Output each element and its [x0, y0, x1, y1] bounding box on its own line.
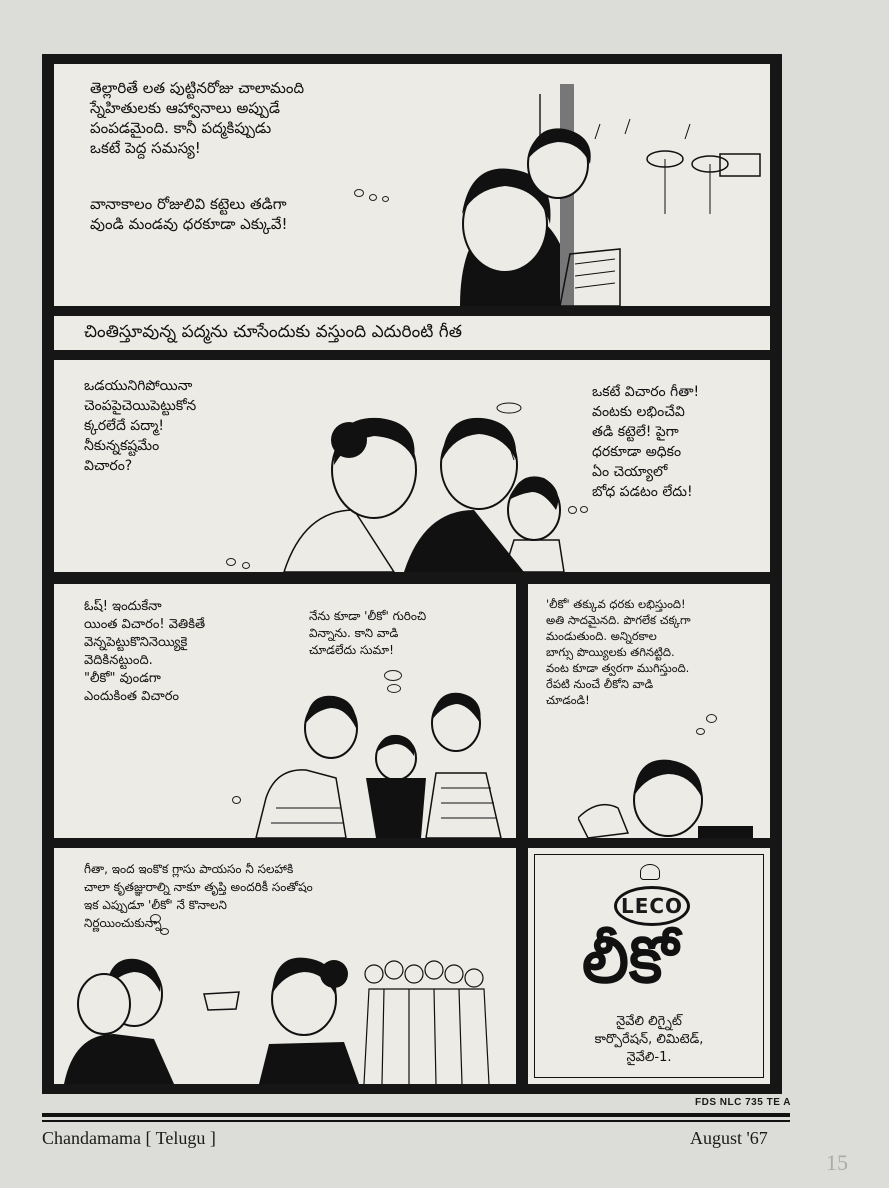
leco-advertisement: [528, 848, 770, 1084]
thought-bubble: [706, 714, 717, 723]
caption-text: చింతిస్తూవున్న పద్మను చూసేందుకు వస్తుంది ఎదురింటి గీత: [84, 322, 462, 342]
footer-rule-thin: [42, 1120, 790, 1122]
logo-crest-icon: [640, 864, 660, 880]
panel-4-illustration: [578, 738, 758, 838]
panel-3-middle-dialogue: నేను కూడా 'లీకో' గురించి విన్నాను. కాని వాడి చూడలేదు సుమా!: [309, 609, 427, 657]
panel-1-narration: తెల్లారితే లత పుట్టినరోజు చాలామంది స్నేహితులకు ఆహ్వానాలు అప్పుడే పంపడమైంది. కానీ పద్మకిప్పుడు ఒకటే పెద్ద సమస్య!: [90, 79, 305, 157]
thought-bubble: [568, 506, 577, 514]
ad-company-line-2: కార్పొరేషన్, లిమిటెడ్,: [594, 1032, 704, 1047]
panel-1-illustration: [390, 64, 770, 306]
thought-bubble: [160, 928, 169, 935]
issue-date: August '67: [690, 1128, 768, 1148]
thought-bubble: [150, 914, 161, 923]
panel-1: [54, 64, 770, 306]
panel-5-illustration: [64, 934, 494, 1084]
thought-bubble: [580, 506, 588, 513]
leco-logo: LECO: [614, 886, 690, 926]
thought-bubble: [232, 796, 241, 804]
panel-2-illustration: [264, 360, 584, 572]
thought-bubble: [382, 196, 389, 202]
footer-rule: [42, 1113, 790, 1117]
thought-bubble: [354, 189, 364, 197]
panel-3: [54, 584, 516, 838]
panel-4: [528, 584, 770, 838]
ad-company-line-3: నైవేలి-1.: [626, 1050, 672, 1065]
panel-2-left-dialogue: ఒడయునిగిపోయినా చెంపపైచెయిపెట్టుకోన క్కరలేదే పద్మా! నీకున్నకష్టమేం విచారం?: [84, 378, 197, 474]
panel-5-dialogue: గీతా, ఇంద ఇంకొక గ్లాసు పాయసం నీ సలహాకి చాలా కృతజ్ఞురాల్ని నాకూ తృప్తి అందరికీ సంతోషం ఇక ఎప్పుడూ 'లీకో' నే కొనాలని నిర్ణయించుకున్నా: [84, 862, 313, 930]
panel-2: [54, 360, 770, 572]
panel-3-left-dialogue: ఓష్! ఇందుకేనా యింత విచారం! వెతికితే వెన్నపెట్టుకొనినెయ్యికై వెదికినట్టుంది. "లీకో" వుండగా ఎందుకింత విచారం: [84, 599, 206, 704]
thought-bubble: [226, 558, 236, 566]
panel-4-dialogue: 'లీకో' తక్కువ ధరకు లభిస్తుంది! అతి సాదమైనది. పొగలేక చక్కగా మండుతుంది. అన్నిరకాల బాగ్సు పొయ్యిలకు తగినట్టిది. వంట కూడా త్వరగా ముగిస్తుంది. రేపటి నుంచే లీకోని వాడి చూడండి!: [546, 597, 691, 707]
ad-company-line-1: నైవేలి లిగ్నైట్: [616, 1014, 682, 1029]
comic-frame: [42, 54, 782, 1094]
panel-5: [54, 848, 516, 1084]
panel-3-illustration: [246, 678, 516, 838]
thought-bubble: [696, 728, 705, 735]
thought-bubble: [387, 684, 401, 693]
caption-strip: [54, 316, 770, 350]
publication-name: Chandamama [ Telugu ]: [42, 1128, 216, 1148]
thought-bubble: [242, 562, 250, 569]
panel-1-narration-2: వానాకాలం రోజులివి కట్టెలు తడిగా వుండి మండవు ధరకూడా ఎక్కువే!: [90, 195, 288, 233]
thought-bubble: [369, 194, 377, 201]
page-number: 15: [826, 1150, 848, 1175]
ad-code: FDS NLC 735 TE A: [695, 1097, 791, 1108]
panel-2-right-dialogue: ఒకటే విచారం గీతా! వంటకు లభించేవి తడి కట్టెలే! పైగా ధరకూడా అధికం ఏం చెయ్యాలో బోధ పడటం లేదు!: [592, 384, 700, 500]
leco-brand-telugu: లీకో: [582, 924, 679, 998]
thought-bubble: [384, 670, 402, 681]
